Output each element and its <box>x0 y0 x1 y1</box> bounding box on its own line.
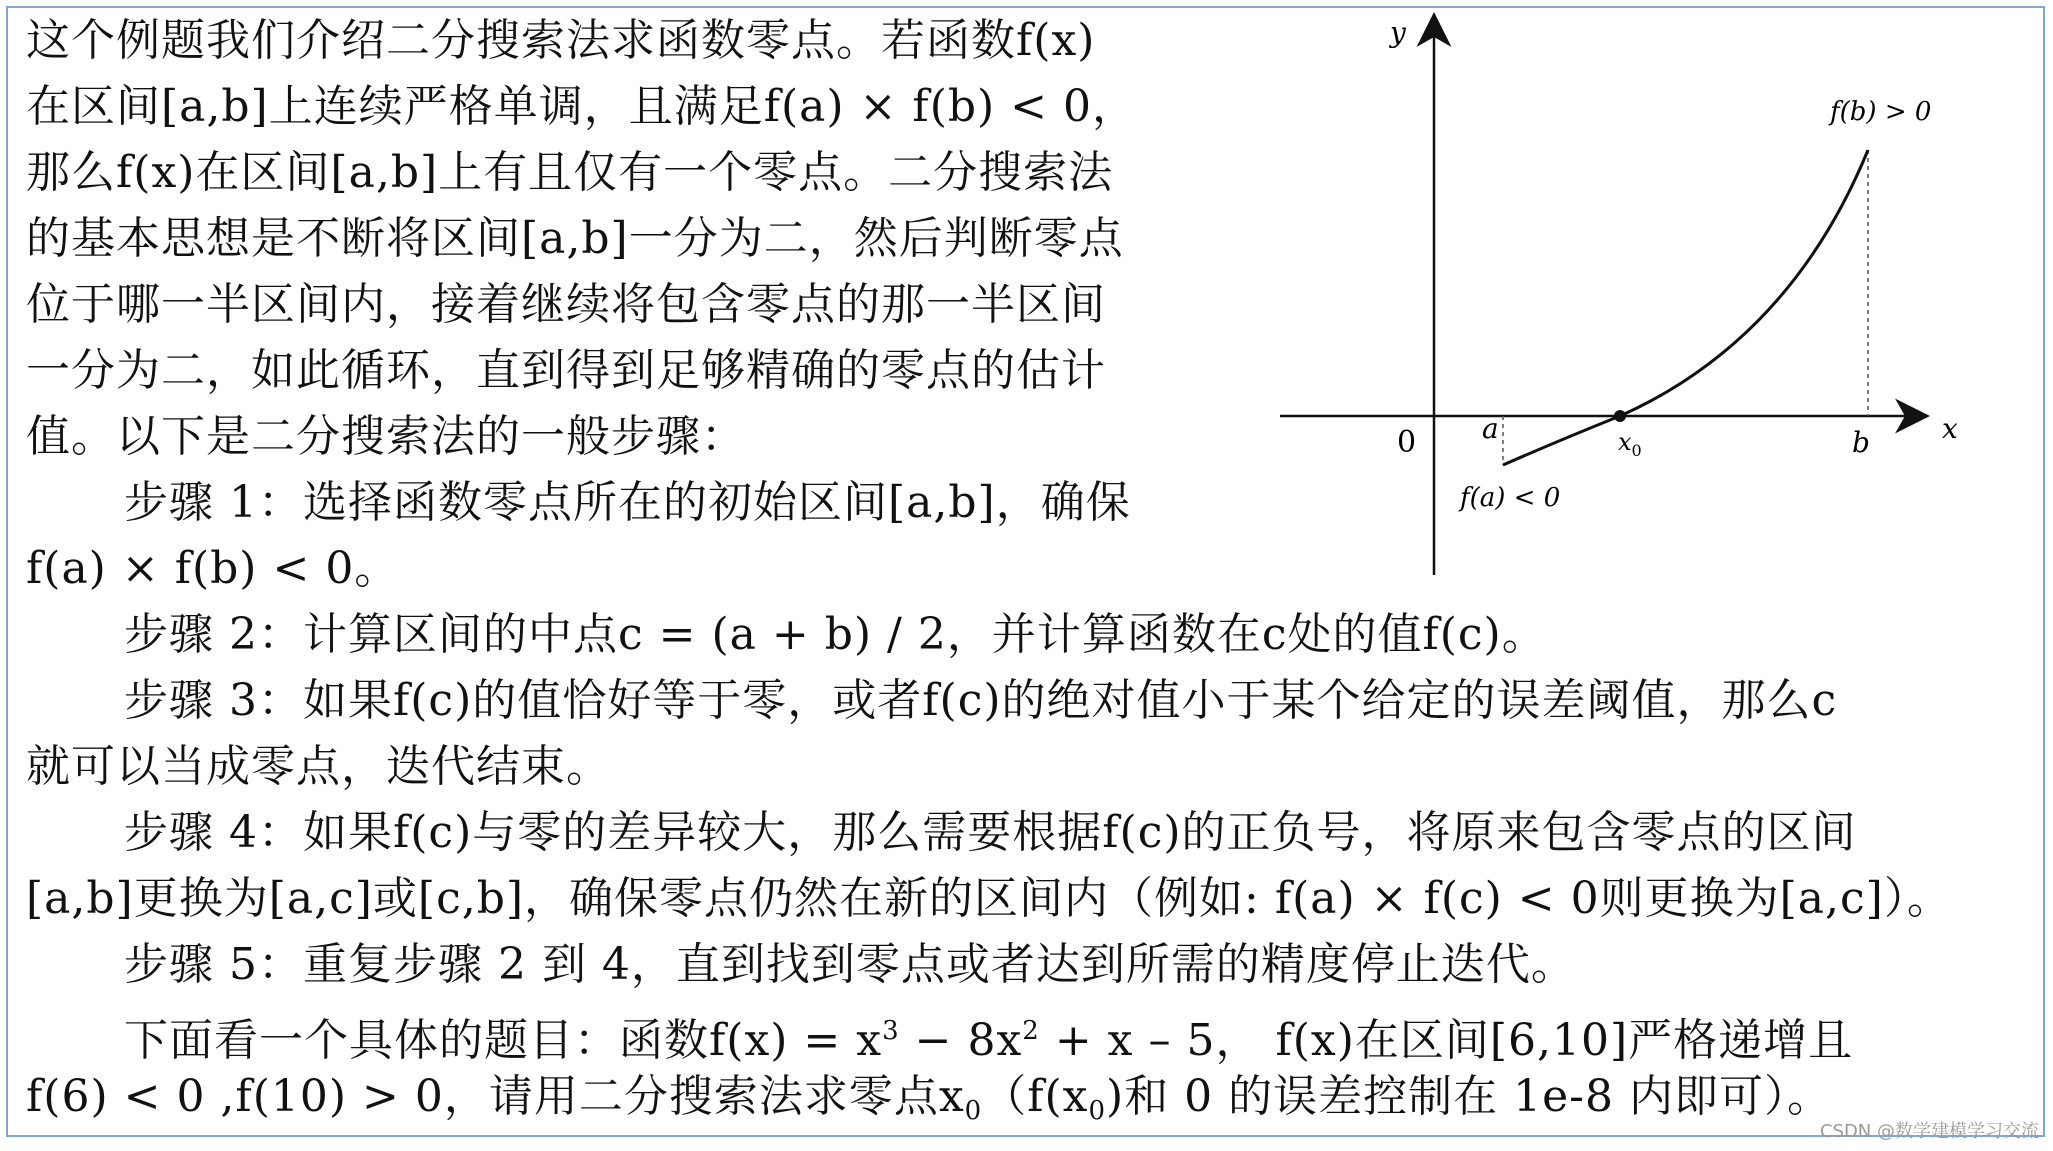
paragraph-line-6: 一分为二，如此循环，直到得到足够精确的零点的估计 <box>26 345 1106 396</box>
paragraph-line-2: 在区间[a,b]上连续严格单调，且满足f(a) × f(b) < 0， <box>26 81 1138 132</box>
b-label: b <box>1852 426 1870 459</box>
problem-text: （f(x <box>982 1071 1089 1122</box>
subscript: 0 <box>1088 1096 1107 1126</box>
step-4-line-2: [a,b]更换为[a,c]或[c,b]，确保零点仍然在新的区间内（例如: f(a) × f(c) < 0则更换为[a,c]）。 <box>26 873 1952 924</box>
x0-label-text: x <box>1618 428 1632 456</box>
fb-label: f(b) > 0 <box>1830 97 1932 127</box>
x0-label-sub: 0 <box>1631 441 1642 460</box>
step-3-line-2: 就可以当成零点，迭代结束。 <box>26 741 611 792</box>
problem-text: )和 0 的误差控制在 1e-8 内即可）。 <box>1106 1071 1833 1122</box>
problem-text: + x – 5， f(x)在区间[6,10]严格递增且 <box>1039 1015 1854 1066</box>
step-1-line-1: 步骤 1：选择函数零点所在的初始区间[a,b]，确保 <box>124 477 1131 528</box>
exponent: 2 <box>1022 1016 1040 1046</box>
step-4-line-1: 步骤 4：如果f(c)与零的差异较大，那么需要根据f(c)的正负号，将原来包含零点的区间 <box>124 807 1857 858</box>
x0-label <box>1618 428 1642 460</box>
step-1-line-2: f(a) × f(b) < 0。 <box>26 543 400 594</box>
fa-label: f(a) < 0 <box>1460 483 1561 513</box>
paragraph-line-4: 的基本思想是不断将区间[a,b]一分为二，然后判断零点 <box>26 213 1124 264</box>
a-label: a <box>1482 412 1499 445</box>
subscript: 0 <box>964 1096 983 1126</box>
step-2: 步骤 2：计算区间的中点c = (a + b) / 2，并计算函数在c处的值f(c)。 <box>124 609 1547 660</box>
paragraph-line-1: 这个例题我们介绍二分搜索法求函数零点。若函数f(x) <box>26 15 1096 66</box>
paragraph-line-5: 位于哪一半区间内，接着继续将包含零点的那一半区间 <box>26 279 1106 330</box>
paragraph-line-3: 那么f(x)在区间[a,b]上有且仅有一个零点。二分搜索法 <box>26 147 1114 198</box>
y-axis-label: y <box>1390 16 1406 49</box>
zero-point <box>1614 410 1626 422</box>
x-axis-label: x <box>1942 412 1958 445</box>
problem-line-2 <box>26 1064 1832 1144</box>
problem-line-1 <box>124 998 1853 1074</box>
bisection-diagram <box>1270 10 1970 590</box>
paragraph-line-7: 值。以下是二分搜索法的一般步骤： <box>26 411 746 462</box>
problem-text: − 8x <box>899 1015 1023 1066</box>
step-3-line-1: 步骤 3：如果f(c)的值恰好等于零，或者f(c)的绝对值小于某个给定的误差阈值，那么c <box>124 675 1838 726</box>
step-5: 步骤 5：重复步骤 2 到 4，直到找到零点或者达到所需的精度停止迭代。 <box>124 939 1576 990</box>
problem-text: f(6) < 0 ,f(10) > 0，请用二分搜索法求零点x <box>26 1071 965 1122</box>
origin-label: 0 <box>1397 425 1417 460</box>
function-curve <box>1503 150 1868 465</box>
problem-text: 下面看一个具体的题目：函数f(x) = x <box>124 1015 883 1066</box>
exponent: 3 <box>882 1016 900 1046</box>
watermark: CSDN @数学建模学习交流 <box>1819 1121 2039 1142</box>
